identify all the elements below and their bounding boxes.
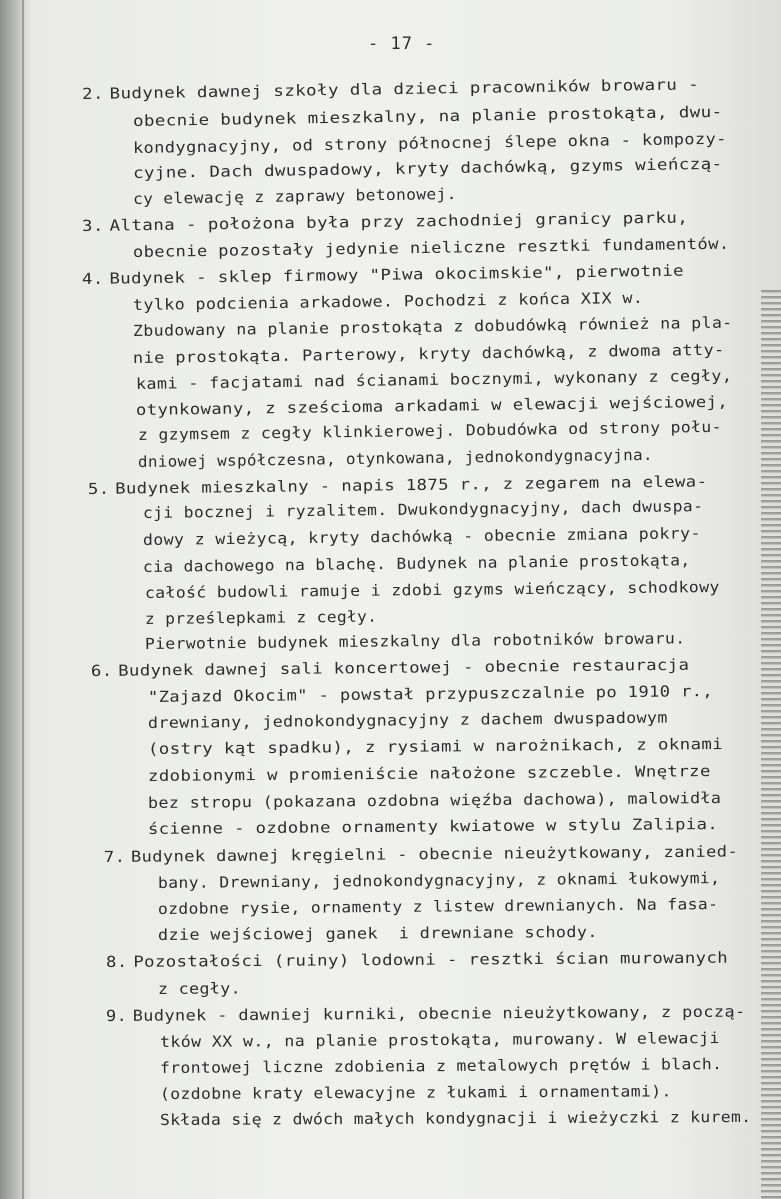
line-text: całość budowli ramuje i zdobi gzyms wieńczący, schodkowy [144,577,720,602]
item-number: 4. [81,269,104,288]
line-text: kami - facjatami nad ścianami bocznymi, wykonany z cegły, [135,366,733,393]
text-line [160,1031,720,1050]
page-edge-shadow [761,290,781,1199]
line-text: Pierwotnie budynek mieszkalny dla robotników browaru. [144,629,686,653]
line-text: dowy z wieżycą, kryty dachówką - obecnie zmiana pokry- [142,524,701,549]
line-text: cia dachowego na blachę. Budynek na planie prostokąta, [142,551,691,576]
line-text: bez stropu (pokazana ozdobna więźba dachowa), malowidła [147,788,722,812]
line-text: (ostry kąt spadku), z rysiami w narożnikach, z oknami [147,734,724,758]
item-number: 2. [81,84,104,103]
line-text: drewniany, jednokondygnacyjny z dachem dwuspadowym [147,708,668,732]
line-text: tylko podcienia arkadowe. Pochodzi z końca XIX w. [132,288,644,314]
binder-fold [22,0,24,1199]
line-text: Budynek dawnej sali koncertowej - obecnie restauracja [118,655,690,680]
line-text: ścienne - ozdobne ornamenty kwiatowe w stylu Zalipia. [147,815,719,838]
line-text: zdobionymi w promieniście nałożone szczeble. Wnętrze [147,762,711,785]
line-text: Budynek - sklep firmowy "Piwa okocimskie", pierwotnie [109,261,685,288]
binder-spine [0,0,32,1199]
line-text: cyjne. Dach dwuspadowy, kryty dachówką, gzyms wieńczą- [132,154,723,182]
line-text: z gzymsem z cegły klinkierowej. Dobudówka od strony połu- [137,417,722,444]
page-number: - 17 - [368,34,436,54]
item-number: 3. [81,216,104,235]
line-text: Budynek - dawniej kurniki, obecnie nieużytkowany, z począ- [132,1002,746,1025]
line-text: "Zajazd Okocim" - powstał przypuszczalnie po 1910 r., [147,682,714,706]
item-number: 5. [87,479,110,498]
line-text: Składa się z dwóch małych kondygnacji i wieżyczki z kurem. [159,1107,752,1129]
line-text: z prześlepkami z cegły. [144,607,378,628]
text-line [158,981,241,997]
item-number: 9. [105,1006,128,1025]
line-text: Budynek dawnej szkoły dla dzieci pracowników browaru - [109,75,700,103]
line-text: cji bocznej i ryzalitem. Dwukondygnacyjny, dach dwuspa- [142,497,704,522]
line-text: cy elewację z zaprawy betonowej. [132,184,457,208]
line-text: obecnie budynek mieszkalny, na planie prostokąta, dwu- [132,102,723,130]
line-text: (ozdobne kraty elewacyjne z łukami i ornamentami). [159,1082,672,1103]
line-text: dniowej współczesna, otynkowana, jednokondygnacyjna. [137,445,653,471]
line-text: dzie wejściowej ganek i drewniane schody. [157,922,598,944]
line-text: kondygnacyjny, od strony północnej ślepe okna - kompozy- [132,129,727,157]
line-text: z cegły. [157,979,241,998]
text-line [160,1057,722,1076]
line-text: Zbudowany na planie prostokąta z dobudówką również na pla- [132,313,733,340]
line-text: obecnie pozostały jedynie nieliczne resztki fundamentów. [132,234,730,261]
line-text: otynkowany, z sześcioma arkadami w elewacji wejściowej, [135,392,729,419]
line-text: ozdobne rysie, ornamenty z listew drewnianych. Na fasa- [157,895,719,918]
line-text: bany. Drewniany, jednokondygnacyjny, z oknami łukowymi, [157,869,721,892]
line-text: nie prostokąta. Parterowy, kryty dachówką, z dwoma atty- [132,340,725,367]
text-line [157,922,598,944]
text-line [159,1107,752,1129]
item-number: 6. [90,661,113,680]
text-line [144,607,378,628]
item-number: 7. [103,847,126,866]
line-text: frontowej liczne zdobienia z metalowych prętów i blach. [159,1055,723,1077]
line-text: Pozostałości (ruiny) lodowni - resztki ścian murowanych [133,948,729,971]
line-text: Altana - położona była przy zachodniej granicy parku, [109,208,689,235]
item-number: 8. [105,952,128,971]
line-text: Budynek mieszkalny - napis 1875 r., z zegarem na elewa- [115,472,708,498]
text-line [160,1084,672,1102]
line-text: Budynek dawnej kręgielni - obecnie nieużytkowany, zanied- [130,842,739,866]
text-line [105,948,729,971]
line-text: tków XX w., na planie prostokąta, murowany. W elewacji [159,1029,720,1051]
